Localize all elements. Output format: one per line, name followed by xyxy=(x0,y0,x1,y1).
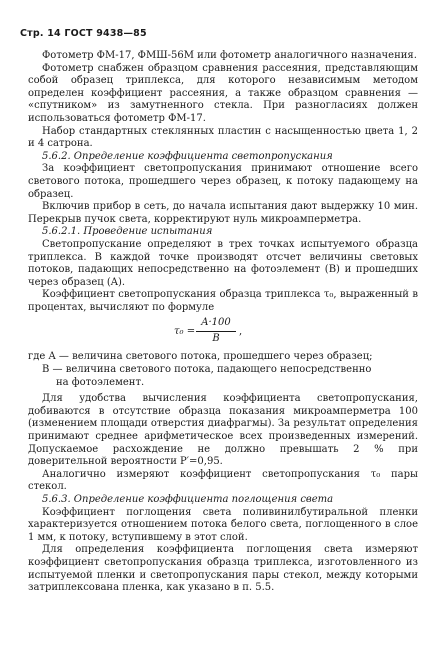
legend-line: B — величина светового потока, падающего непосредственно xyxy=(42,364,372,376)
paragraph: Коэффициент светопропускания образца триплекса τ₀, выраженный в процентах, вычисляют по формуле xyxy=(28,289,418,313)
formula-legend xyxy=(28,351,418,389)
section-heading: 5.6.3. Определение коэффициента поглощения света xyxy=(42,494,334,505)
paragraph: За коэффициент светопропускания принимают отношение всего светового потока, прошедшего через образец, к потоку падающему на образец. xyxy=(28,163,418,200)
paragraph: Коэффициент поглощения света поливинилбутиральной пленки характеризуется отношением потока белого света, поглощенного в слое 1 мм, к потоку, вступившему в этот слой. xyxy=(28,506,418,543)
paragraph: Для удобства вычисления коэффициента светопропускания, добиваются в отсутствие образца показания микроамперметра 100 (изменением площади отверстия диафрагмы). За результат определения принимают среднее арифметическое всех произведенных измерений. Допускаемое расхождение не должно превышать 2 % при доверительной вероятности P′=0,95. xyxy=(28,393,418,468)
paragraph: Набор стандартных стеклянных пластин с насыщенностью цвета 1, 2 и 4 сатрона. xyxy=(28,125,418,150)
paragraph: Светопропускание определяют в трех точках испытуемого образца триплекса. В каждой точке производят отсчет величины световых потоков, падающих непосредственно на фотоэлемент (B) и прошедших через образец (A). xyxy=(28,238,418,288)
section-heading: 5.6.2.1. Проведение испытания xyxy=(42,226,213,238)
document-body xyxy=(28,50,418,595)
formula xyxy=(28,317,418,347)
paragraph: Аналогично измеряют коэффициент светопропускания τ₀ пары стекол. xyxy=(28,468,418,493)
legend-line: на фотоэлемент. xyxy=(56,376,145,388)
paragraph: Для определения коэффициента поглощения света измеряют коэффициент светопропускания образца триплекса, изготовленного из испытуемой пленки и светопропускания пары стекол, между которыми затриплексована пленка, как указано в п. 5.5. xyxy=(28,544,418,594)
formula-lhs: τ₀ = xyxy=(174,326,196,338)
section-heading: 5.6.2. Определение коэффициента светопропускания xyxy=(42,150,333,162)
paragraph: Включив прибор в сеть, до начала испытания дают выдержку 10 мин. Перекрыв пучок света, корректируют нуль микроамперметра. xyxy=(28,201,418,225)
formula-denominator: B xyxy=(212,333,220,345)
formula-numerator: A·100 xyxy=(196,317,236,332)
page-header: Стр. 14 ГОСТ 9438—85 xyxy=(20,28,147,39)
formula-fraction xyxy=(196,317,236,345)
paragraph: Фотометр ФМ-17, ФМШ-56М или фотометр аналогичного назначения. xyxy=(42,50,417,61)
formula-comma: , xyxy=(239,326,243,338)
paragraph: Фотометр снабжен образцом сравнения рассеяния, представляющим собой образец триплекса, для которого независимым методом определен коэффициент рассеяния, а также образцом сравнения — «спутником» из замутненного стекла. При разногласиях должен использоваться фотометр ФМ-17. xyxy=(28,62,418,124)
legend-line: где A — величина светового потока, прошедшего через образец; xyxy=(28,351,373,363)
